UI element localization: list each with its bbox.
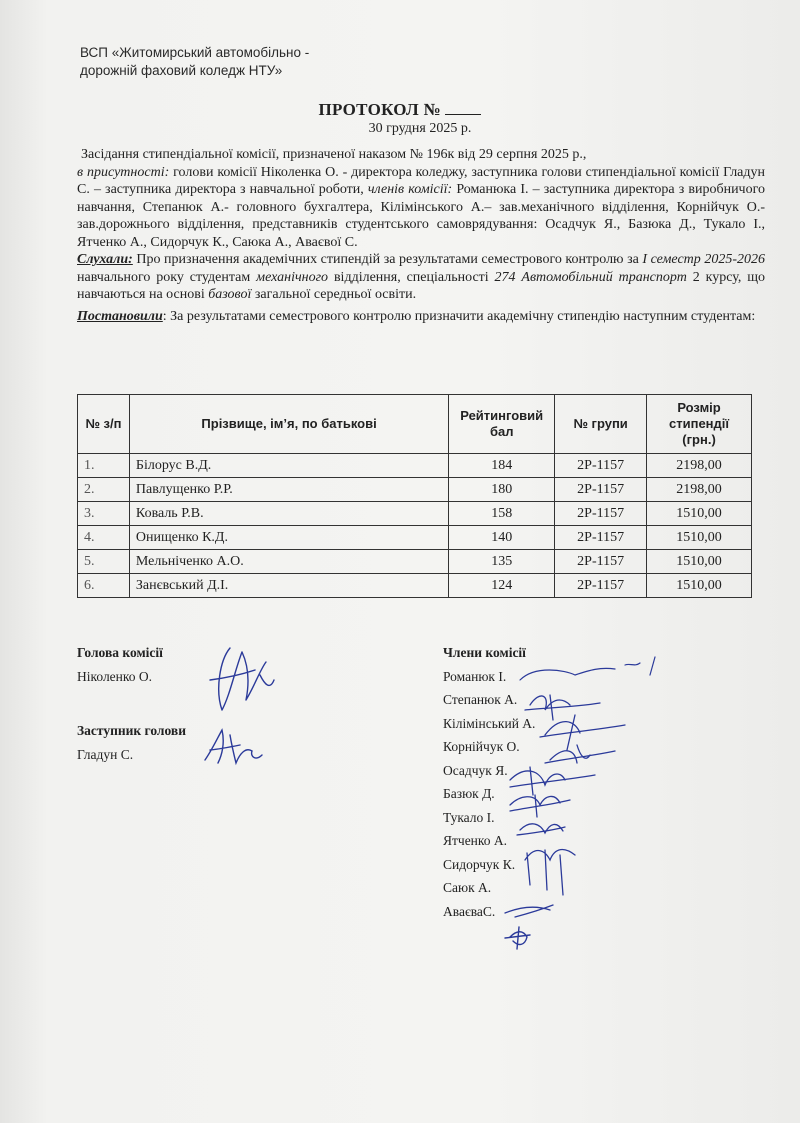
heard-text-4: 2 курсу, що навчаються на основі [77,269,765,302]
table-row [78,454,752,478]
deputy-handwritten-signature [200,725,270,770]
college-name-line2: дорожній фаховий коледж НТУ» [80,63,283,78]
rating-score: 124 [449,574,555,598]
protocol-body [77,146,765,325]
row-number: 6. [78,574,130,598]
member-name: Осадчук Я. [443,762,508,778]
protocol-title-text: ПРОТОКОЛ № [318,100,441,119]
member-name: Сидорчук К. [443,856,516,872]
group-number: 2Р-1157 [555,574,647,598]
head-label: Голова комісії [77,645,163,660]
head-signature-block [77,641,163,688]
group-number: 2Р-1157 [555,550,647,574]
protocol-number-blank [445,100,481,115]
student-name: Коваль Р.В. [129,502,448,526]
member-name: Тукало І. [443,809,495,825]
member-name: Кілімінський А. [443,715,536,731]
heard-text-2: навчального року студентам [77,269,257,285]
group-number: 2Р-1157 [555,502,647,526]
stipend-amount: 2198,00 [647,454,752,478]
col-header-group: № групи [555,395,647,454]
resolved-text: : За результатами семестрового контролю призначити академічну стипендію наступним студентам: [162,308,756,324]
heard-paragraph [77,251,765,304]
stipend-amount: 1510,00 [647,526,752,550]
members-handwritten-signatures [505,655,665,955]
heard-text-1: Про призначення академічних стипендій за результатами семестрового контролю за [132,252,643,267]
member-name: Степанюк А. [443,692,518,707]
deputy-label: Заступник голови [77,723,186,738]
row-number: 5. [78,550,130,574]
members-text: Романюка І. – заступника директора з виробничого навчання, Степанюк А.- головного бухгалтера, Кілімінського А.– зав.механічного відділення, Корнійчук О.- зав.дорожнього відділення, представників студентського самоврядування: Осадчук Я., Базюка Д., Тукало І., Ятченко А., Сидорчук К., Саюка А., Аваєвої С. [77,182,765,250]
student-name: Павлущенко Р.Р. [129,478,448,502]
rating-score: 158 [449,502,555,526]
student-name: Онищенко К.Д. [129,526,448,550]
stipend-amount: 2198,00 [647,478,752,502]
member-name: Романюк І. [443,668,507,684]
row-number: 1. [78,454,130,478]
presence-label: в присутності: [77,164,170,180]
table-row [78,502,752,526]
row-number: 4. [78,526,130,550]
stipend-amount: 1510,00 [647,502,752,526]
student-name: Занєвський Д.І. [129,574,448,598]
col-header-amount: Розмір стипендії (грн.) [647,395,752,454]
heard-department: механічного [256,269,329,285]
stipend-table [77,394,752,598]
col-header-name: Прізвище, ім’я, по батькові [129,395,448,454]
group-number: 2Р-1157 [555,526,647,550]
heard-specialty: 274 Автомобільний транспорт [494,269,687,285]
heard-label: Слухали: [77,252,133,267]
member-name: Корнійчук О. [443,739,520,754]
table-header-row [78,395,752,454]
table-row [78,526,752,550]
row-number: 3. [78,502,130,526]
members-label: Члени комісії [443,645,526,660]
protocol-title [0,100,800,120]
member-name: Ятченко А. [443,833,508,848]
student-name: Білорус В.Д. [129,454,448,478]
intro-line: Засідання стипендіальної комісії, призначеної наказом № 196к від 29 серпня 2025 р., [81,147,587,162]
heard-semester: I семестр 2025-2026 [642,252,765,267]
head-name: Ніколенко О. [77,668,153,684]
rating-score: 140 [449,526,555,550]
group-number: 2Р-1157 [555,454,647,478]
row-number: 2. [78,478,130,502]
heard-education-base: базової [208,287,252,302]
student-name: Мельніченко А.О. [129,550,448,574]
group-number: 2Р-1157 [555,478,647,502]
heard-text-5: загальної середньої освіти. [251,287,417,302]
college-name [80,44,400,80]
college-name-line1: ВСП «Житомирський автомобільно - [80,45,310,60]
rating-score: 135 [449,550,555,574]
presence-paragraph [77,164,765,252]
member-name: АваєваС. [443,903,496,919]
resolved-paragraph [77,308,765,326]
heard-text-3: відділення, спеціальності [328,269,495,285]
presence-text: голови комісії Ніколенка О. - директора коледжу, заступника голови стипендіальної комісії Гладун С. – заступника директора з навчальної роботи, [77,164,766,197]
resolved-label: Постановили [77,308,163,324]
col-header-score: Рейтинговий бал [449,395,555,454]
member-name: Саюк А. [443,880,492,895]
table-row [78,574,752,598]
table-row [78,550,752,574]
members-label: членів комісії: [367,182,453,197]
member-name: Базюк Д. [443,786,495,801]
stipend-amount: 1510,00 [647,550,752,574]
rating-score: 180 [449,478,555,502]
head-handwritten-signature [200,640,280,715]
col-header-number: № з/п [78,395,130,454]
deputy-signature-block [77,719,186,766]
protocol-date: 30 грудня 2025 р. [368,121,472,136]
deputy-name: Гладун С. [77,746,134,762]
stipend-amount: 1510,00 [647,574,752,598]
rating-score: 184 [449,454,555,478]
table-row [78,478,752,502]
